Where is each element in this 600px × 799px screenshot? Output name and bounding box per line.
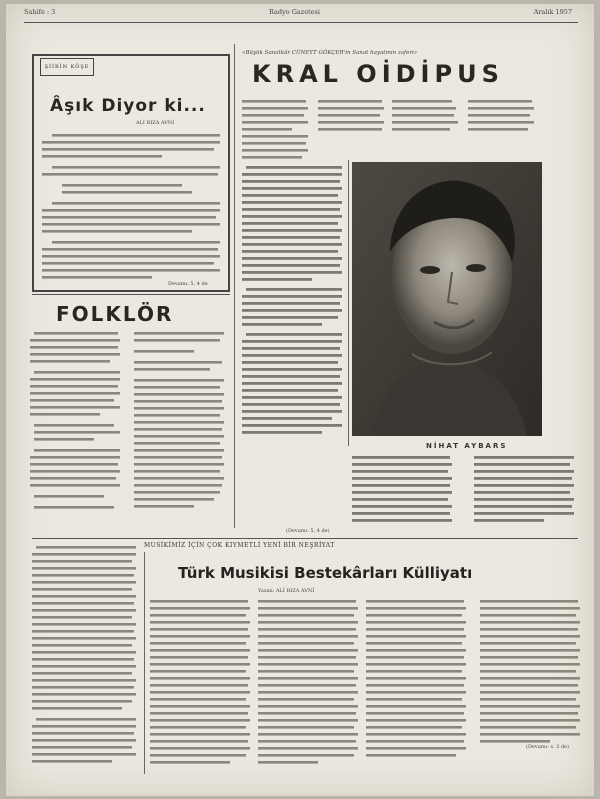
newspaper-page <box>6 4 594 796</box>
folklor-body-text <box>30 330 230 534</box>
column-divider <box>234 44 235 528</box>
musiki-title: Türk Musikisi Bestekârları Külliyatı <box>178 564 473 582</box>
asik-text-lines <box>42 132 222 282</box>
header-center: Radyo Gazetesi <box>268 8 320 16</box>
folklor-text-lines <box>30 330 230 530</box>
section-rule <box>32 538 578 539</box>
page-header <box>24 8 572 22</box>
musiki-subtitle: MUSİKİMİZ İÇİN ÇOK KIYMETLİ YENİ BİR NEŞRİYAT <box>144 542 335 549</box>
folklor-title: FOLKLÖR <box>56 302 174 326</box>
asik-continued: Devamı: 5, 4 de <box>168 281 208 287</box>
musiki-author: Yazan: ALİ RIZA AVNİ <box>258 588 315 594</box>
musiki-continued: (Devamı: s. 3 de) <box>526 744 569 750</box>
portrait-photo <box>352 162 542 436</box>
photo-divider <box>348 160 349 446</box>
asik-author: ALİ RIZA AVNİ <box>136 120 175 126</box>
kral-body-text <box>242 98 592 172</box>
asik-body-text <box>42 132 222 286</box>
header-left: Sahife : 3 <box>24 8 56 16</box>
header-right: Aralık 1957 <box>533 8 572 16</box>
kral-continued: (Devamı: 5, 4 de) <box>286 528 330 534</box>
musiki-body-lines <box>150 598 590 778</box>
musiki-left-lines <box>32 544 142 774</box>
musiki-left-text <box>32 544 142 778</box>
kral-column-lines <box>242 164 346 464</box>
kral-subtitle: «Büyük Sanatkâr CÜNEYT GÖKÇER'in Sanat hayatının zaferi» <box>242 50 418 56</box>
asik-title: Âşık Diyor ki... <box>50 96 206 116</box>
corner-label: ŞİİRİN KÖŞE <box>40 58 94 76</box>
portrait-image <box>352 162 542 436</box>
musiki-left-divider <box>144 552 145 774</box>
header-rule <box>24 22 578 23</box>
photo-caption: NİHAT AYBARS <box>426 442 508 450</box>
kral-lower-lines <box>352 454 592 534</box>
kral-title: KRAL OİDİPUS <box>252 60 504 88</box>
musiki-body-text <box>150 598 590 782</box>
kral-column-text <box>242 164 346 468</box>
kral-text-lines-top <box>242 98 592 168</box>
kral-lower-text <box>352 454 592 538</box>
asik-bottom-rule <box>32 294 230 295</box>
